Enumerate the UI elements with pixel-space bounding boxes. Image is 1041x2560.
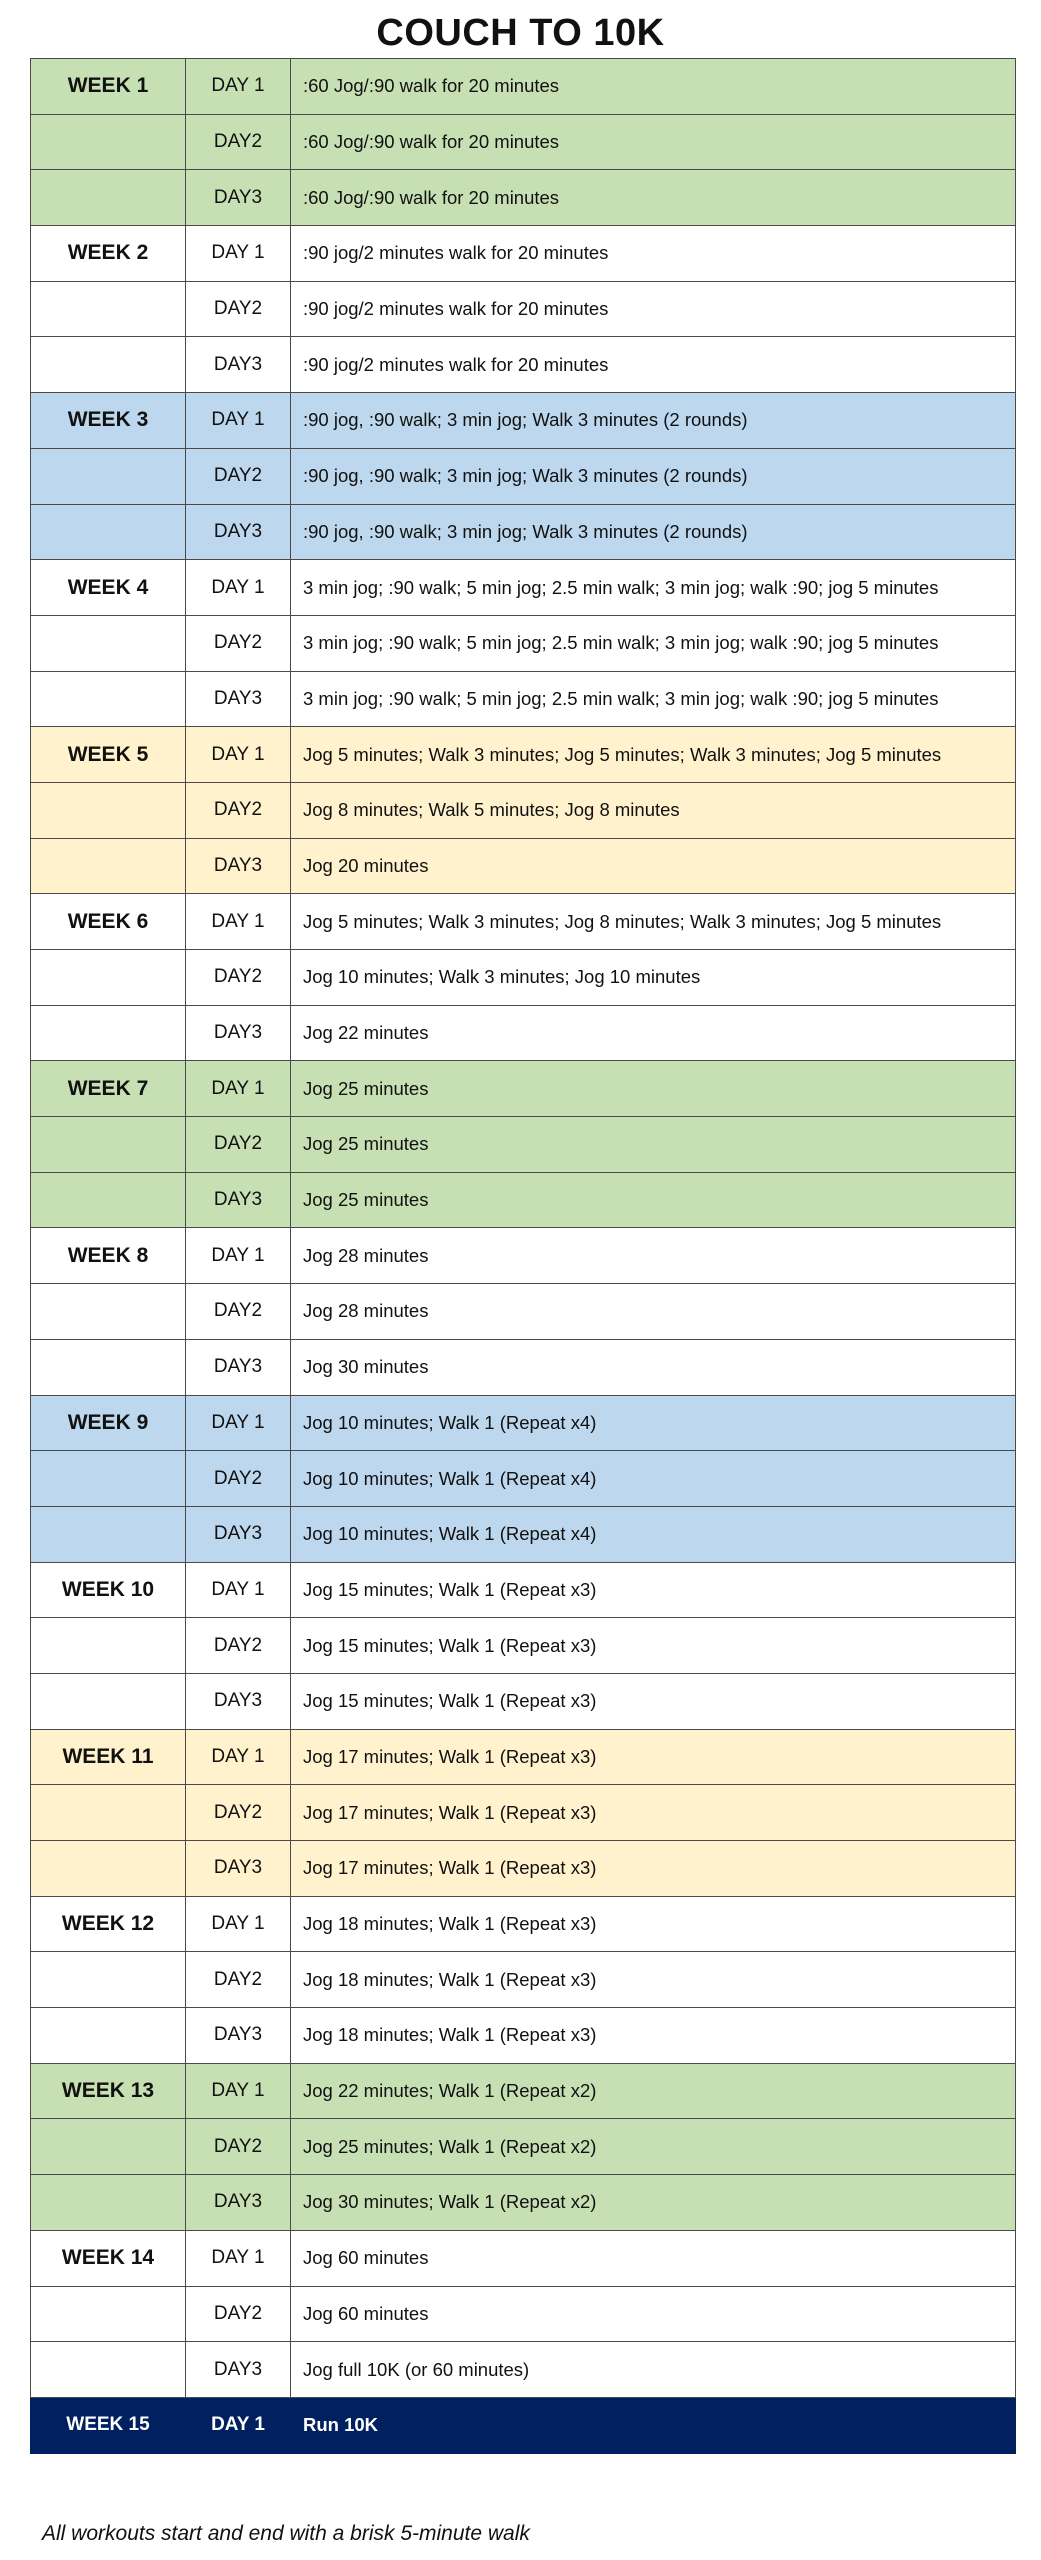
day-cell: DAY 1 — [186, 2230, 291, 2286]
workout-cell: Jog 10 minutes; Walk 1 (Repeat x4) — [291, 1395, 1016, 1451]
workout-cell: Jog 30 minutes — [291, 1339, 1016, 1395]
week-cell: WEEK 4 — [31, 560, 186, 616]
workout-cell: Jog 17 minutes; Walk 1 (Repeat x3) — [291, 1729, 1016, 1785]
workout-cell: Jog 25 minutes — [291, 1172, 1016, 1228]
day-cell: DAY2 — [186, 448, 291, 504]
table-row — [31, 671, 1016, 727]
day-cell: DAY 1 — [186, 894, 291, 950]
week-cell — [31, 1284, 186, 1340]
table-row — [31, 1841, 1016, 1897]
week-cell — [31, 950, 186, 1006]
week-cell — [31, 1117, 186, 1173]
week-cell — [31, 1952, 186, 2008]
day-cell: DAY 1 — [186, 2397, 291, 2453]
table-row — [31, 226, 1016, 282]
week-cell: WEEK 7 — [31, 1061, 186, 1117]
week-cell — [31, 1339, 186, 1395]
table-row — [31, 393, 1016, 449]
table-row — [31, 1284, 1016, 1340]
day-cell: DAY2 — [186, 2119, 291, 2175]
workout-cell: Jog 10 minutes; Walk 1 (Repeat x4) — [291, 1451, 1016, 1507]
day-cell: DAY 1 — [186, 1228, 291, 1284]
table-row — [31, 504, 1016, 560]
table-row — [31, 2063, 1016, 2119]
table-row — [31, 1395, 1016, 1451]
week-cell — [31, 2119, 186, 2175]
day-cell: DAY 1 — [186, 1395, 291, 1451]
workout-cell: Jog 10 minutes; Walk 1 (Repeat x4) — [291, 1506, 1016, 1562]
workout-cell: Jog 17 minutes; Walk 1 (Repeat x3) — [291, 1785, 1016, 1841]
table-row — [31, 170, 1016, 226]
week-cell — [31, 2175, 186, 2231]
table-row — [31, 782, 1016, 838]
week-cell: WEEK 6 — [31, 894, 186, 950]
table-row — [31, 59, 1016, 115]
day-cell: DAY 1 — [186, 560, 291, 616]
week-cell — [31, 504, 186, 560]
workout-cell: 3 min jog; :90 walk; 5 min jog; 2.5 min walk; 3 min jog; walk :90; jog 5 minutes — [291, 560, 1016, 616]
day-cell: DAY3 — [186, 1506, 291, 1562]
table-row — [31, 114, 1016, 170]
week-cell — [31, 281, 186, 337]
footnote: All workouts start and end with a brisk 5-minute walk — [42, 2522, 530, 2545]
week-cell: WEEK 5 — [31, 727, 186, 783]
week-cell: WEEK 11 — [31, 1729, 186, 1785]
workout-cell: :60 Jog/:90 walk for 20 minutes — [291, 114, 1016, 170]
table-row — [31, 1896, 1016, 1952]
week-cell — [31, 671, 186, 727]
day-cell: DAY 1 — [186, 1896, 291, 1952]
day-cell: DAY3 — [186, 337, 291, 393]
workout-cell: Jog 18 minutes; Walk 1 (Repeat x3) — [291, 1896, 1016, 1952]
workout-cell: Jog 20 minutes — [291, 838, 1016, 894]
day-cell: DAY3 — [186, 1172, 291, 1228]
page-title: COUCH TO 10K — [376, 12, 665, 54]
table-row — [31, 1061, 1016, 1117]
workout-cell: 3 min jog; :90 walk; 5 min jog; 2.5 min walk; 3 min jog; walk :90; jog 5 minutes — [291, 615, 1016, 671]
workout-cell: :90 jog, :90 walk; 3 min jog; Walk 3 minutes (2 rounds) — [291, 504, 1016, 560]
day-cell: DAY2 — [186, 782, 291, 838]
table-row — [31, 1117, 1016, 1173]
schedule-body — [31, 59, 1016, 2454]
week-cell — [31, 1451, 186, 1507]
table-row — [31, 1451, 1016, 1507]
table-row — [31, 1952, 1016, 2008]
week-cell: WEEK 13 — [31, 2063, 186, 2119]
table-row — [31, 337, 1016, 393]
day-cell: DAY 1 — [186, 1729, 291, 1785]
workout-cell: :90 jog, :90 walk; 3 min jog; Walk 3 minutes (2 rounds) — [291, 448, 1016, 504]
workout-cell: Jog 30 minutes; Walk 1 (Repeat x2) — [291, 2175, 1016, 2231]
workout-cell: Jog 60 minutes — [291, 2230, 1016, 2286]
workout-cell: Jog 22 minutes — [291, 1005, 1016, 1061]
table-row — [31, 1618, 1016, 1674]
week-cell — [31, 1005, 186, 1061]
day-cell: DAY 1 — [186, 393, 291, 449]
day-cell: DAY 1 — [186, 226, 291, 282]
day-cell: DAY3 — [186, 1673, 291, 1729]
workout-cell: Jog 15 minutes; Walk 1 (Repeat x3) — [291, 1618, 1016, 1674]
workout-cell: Jog 5 minutes; Walk 3 minutes; Jog 5 minutes; Walk 3 minutes; Jog 5 minutes — [291, 727, 1016, 783]
table-row — [31, 1005, 1016, 1061]
day-cell: DAY2 — [186, 1117, 291, 1173]
week-cell — [31, 337, 186, 393]
table-row — [31, 2342, 1016, 2398]
table-row — [31, 1785, 1016, 1841]
week-cell — [31, 1172, 186, 1228]
table-row — [31, 2397, 1016, 2453]
table-row — [31, 727, 1016, 783]
day-cell: DAY2 — [186, 1618, 291, 1674]
table-row — [31, 2008, 1016, 2064]
training-schedule-table — [30, 58, 1016, 2454]
table-row — [31, 2175, 1016, 2231]
week-cell — [31, 2342, 186, 2398]
day-cell: DAY2 — [186, 2286, 291, 2342]
workout-cell: :60 Jog/:90 walk for 20 minutes — [291, 170, 1016, 226]
day-cell: DAY 1 — [186, 1061, 291, 1117]
table-row — [31, 1228, 1016, 1284]
table-row — [31, 838, 1016, 894]
workout-cell: Jog 25 minutes — [291, 1061, 1016, 1117]
day-cell: DAY3 — [186, 838, 291, 894]
table-row — [31, 448, 1016, 504]
day-cell: DAY 1 — [186, 59, 291, 115]
workout-cell: Jog 60 minutes — [291, 2286, 1016, 2342]
table-row — [31, 281, 1016, 337]
day-cell: DAY3 — [186, 2342, 291, 2398]
table-row — [31, 615, 1016, 671]
workout-cell: Jog 15 minutes; Walk 1 (Repeat x3) — [291, 1673, 1016, 1729]
workout-cell: Jog 18 minutes; Walk 1 (Repeat x3) — [291, 2008, 1016, 2064]
workout-cell: Jog 25 minutes — [291, 1117, 1016, 1173]
workout-cell: 3 min jog; :90 walk; 5 min jog; 2.5 min walk; 3 min jog; walk :90; jog 5 minutes — [291, 671, 1016, 727]
workout-cell: :90 jog/2 minutes walk for 20 minutes — [291, 337, 1016, 393]
workout-cell: :90 jog/2 minutes walk for 20 minutes — [291, 281, 1016, 337]
workout-cell: Jog 25 minutes; Walk 1 (Repeat x2) — [291, 2119, 1016, 2175]
week-cell: WEEK 9 — [31, 1395, 186, 1451]
day-cell: DAY3 — [186, 1339, 291, 1395]
day-cell: DAY3 — [186, 2008, 291, 2064]
workout-cell: Jog 15 minutes; Walk 1 (Repeat x3) — [291, 1562, 1016, 1618]
table-row — [31, 2286, 1016, 2342]
day-cell: DAY2 — [186, 1451, 291, 1507]
day-cell: DAY 1 — [186, 1562, 291, 1618]
day-cell: DAY2 — [186, 950, 291, 1006]
workout-cell: Jog full 10K (or 60 minutes) — [291, 2342, 1016, 2398]
day-cell: DAY2 — [186, 1284, 291, 1340]
week-cell — [31, 782, 186, 838]
day-cell: DAY3 — [186, 170, 291, 226]
week-cell: WEEK 15 — [31, 2397, 186, 2453]
week-cell: WEEK 10 — [31, 1562, 186, 1618]
workout-cell: Jog 28 minutes — [291, 1228, 1016, 1284]
week-cell — [31, 170, 186, 226]
day-cell: DAY2 — [186, 114, 291, 170]
day-cell: DAY2 — [186, 281, 291, 337]
week-cell: WEEK 1 — [31, 59, 186, 115]
week-cell: WEEK 14 — [31, 2230, 186, 2286]
table-row — [31, 950, 1016, 1006]
table-row — [31, 1172, 1016, 1228]
day-cell: DAY 1 — [186, 2063, 291, 2119]
table-row — [31, 1339, 1016, 1395]
day-cell: DAY3 — [186, 504, 291, 560]
table-row — [31, 2230, 1016, 2286]
week-cell — [31, 448, 186, 504]
day-cell: DAY3 — [186, 1841, 291, 1897]
table-row — [31, 1729, 1016, 1785]
table-row — [31, 1673, 1016, 1729]
table-row — [31, 560, 1016, 616]
week-cell — [31, 1785, 186, 1841]
workout-cell: Jog 5 minutes; Walk 3 minutes; Jog 8 minutes; Walk 3 minutes; Jog 5 minutes — [291, 894, 1016, 950]
workout-cell: Jog 28 minutes — [291, 1284, 1016, 1340]
workout-cell: Jog 22 minutes; Walk 1 (Repeat x2) — [291, 2063, 1016, 2119]
week-cell — [31, 615, 186, 671]
workout-cell: Jog 8 minutes; Walk 5 minutes; Jog 8 minutes — [291, 782, 1016, 838]
week-cell — [31, 1673, 186, 1729]
workout-cell: :60 Jog/:90 walk for 20 minutes — [291, 59, 1016, 115]
day-cell: DAY3 — [186, 1005, 291, 1061]
workout-cell: :90 jog/2 minutes walk for 20 minutes — [291, 226, 1016, 282]
day-cell: DAY2 — [186, 1785, 291, 1841]
workout-cell: :90 jog, :90 walk; 3 min jog; Walk 3 minutes (2 rounds) — [291, 393, 1016, 449]
day-cell: DAY3 — [186, 671, 291, 727]
week-cell — [31, 1618, 186, 1674]
table-row — [31, 1506, 1016, 1562]
week-cell: WEEK 8 — [31, 1228, 186, 1284]
week-cell — [31, 838, 186, 894]
week-cell: WEEK 12 — [31, 1896, 186, 1952]
week-cell — [31, 1506, 186, 1562]
day-cell: DAY 1 — [186, 727, 291, 783]
week-cell — [31, 2008, 186, 2064]
workout-cell: Jog 17 minutes; Walk 1 (Repeat x3) — [291, 1841, 1016, 1897]
week-cell — [31, 114, 186, 170]
table-row — [31, 1562, 1016, 1618]
day-cell: DAY3 — [186, 2175, 291, 2231]
week-cell — [31, 2286, 186, 2342]
week-cell — [31, 1841, 186, 1897]
week-cell: WEEK 2 — [31, 226, 186, 282]
workout-cell: Jog 10 minutes; Walk 3 minutes; Jog 10 minutes — [291, 950, 1016, 1006]
day-cell: DAY2 — [186, 615, 291, 671]
week-cell: WEEK 3 — [31, 393, 186, 449]
table-row — [31, 2119, 1016, 2175]
table-row — [31, 894, 1016, 950]
day-cell: DAY2 — [186, 1952, 291, 2008]
workout-cell: Run 10K — [291, 2397, 1016, 2453]
workout-cell: Jog 18 minutes; Walk 1 (Repeat x3) — [291, 1952, 1016, 2008]
